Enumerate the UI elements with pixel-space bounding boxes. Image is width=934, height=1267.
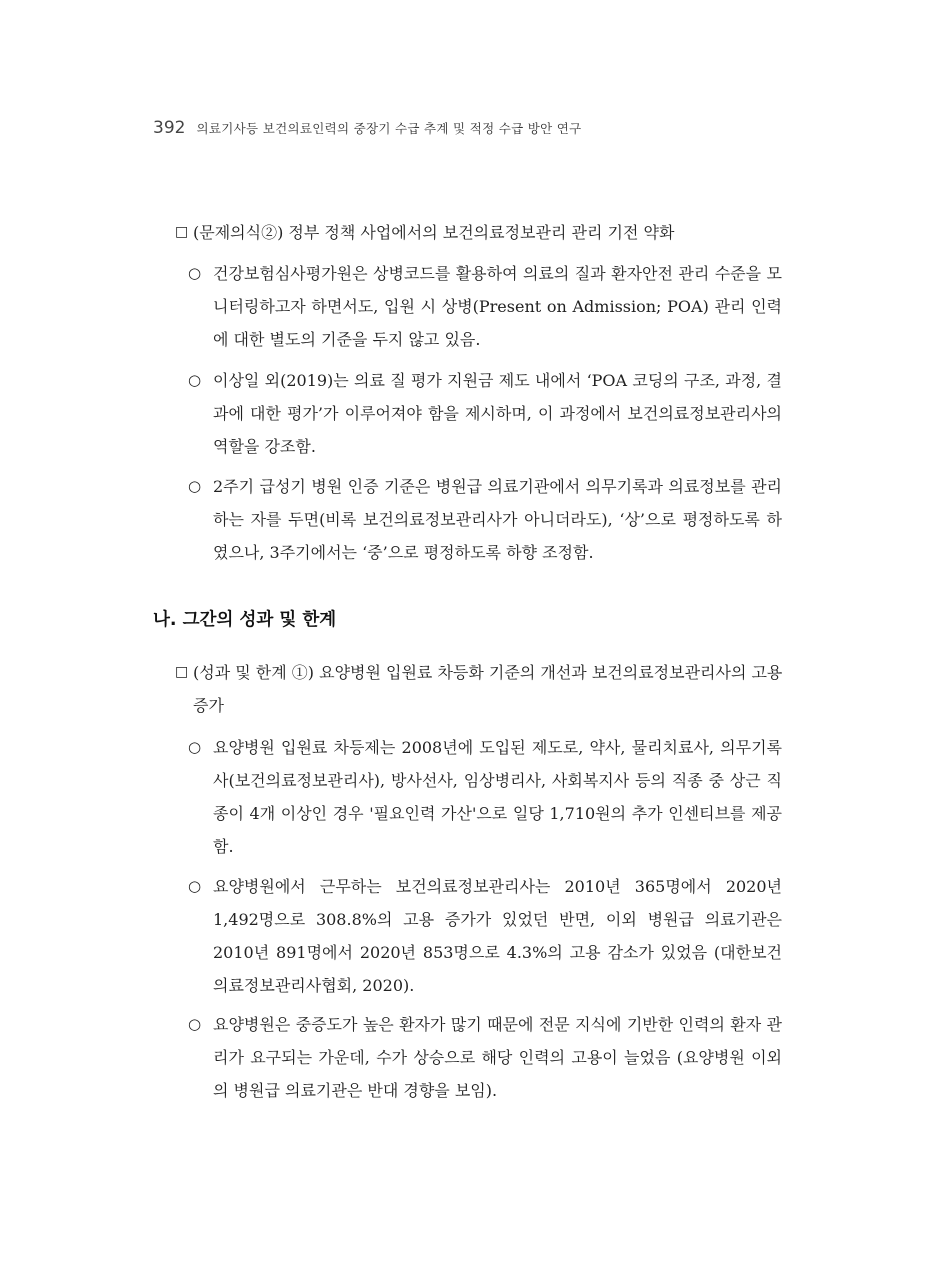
box-item-problem-2 — [175, 216, 785, 249]
running-title: 의료기사등 보건의료인력의 중장기 수급 추계 및 적정 수급 방안 연구 — [196, 121, 582, 136]
page-number: 392 — [153, 118, 186, 138]
square-bullet-icon: □ — [175, 224, 189, 240]
list-item — [188, 1008, 782, 1107]
list-item-text: 건강보험심사평가원은 상병코드를 활용하여 의료의 질과 환자안전 관리 수준을 모니터링하고자 하면서도, 입원 시 상병(Present on Admission; POA) 관리 인력에 대한 별도의 기준을 두지 않고 있음. — [213, 264, 782, 349]
box-item-outcome-1 — [175, 656, 785, 722]
square-bullet-icon: □ — [175, 664, 189, 680]
list-item — [188, 731, 782, 863]
circle-bullet-icon: ○ — [188, 877, 202, 895]
list-item-text: 요양병원에서 근무하는 보건의료정보관리사는 2010년 365명에서 2020년 1,492명으로 308.8%의 고용 증가가 있었던 반면, 이외 병원급 의료기관은 2010년 891명에서 2020년 853명으로 4.3%의 고용 감소가 있었음 (대한보건의료정보관리사협회, 2020). — [213, 877, 782, 995]
circle-bullet-icon: ○ — [188, 264, 202, 282]
list-item-text: 요양병원은 중증도가 높은 환자가 많기 때문에 전문 지식에 기반한 인력의 환자 관리가 요구되는 가운데, 수가 상승으로 해당 인력의 고용이 늘었음 (요양병원 이외의 병원급 의료기관은 반대 경향을 보임). — [213, 1015, 782, 1100]
circle-bullet-icon: ○ — [188, 371, 202, 389]
running-header — [153, 118, 582, 138]
circle-bullet-icon: ○ — [188, 1015, 202, 1033]
list-item — [188, 870, 782, 1002]
section-heading: 나. 그간의 성과 및 한계 — [153, 610, 337, 630]
box-item-text: (문제의식②) 정부 정책 사업에서의 보건의료정보관리 관리 기전 약화 — [193, 223, 675, 242]
list-item — [188, 257, 782, 356]
circle-bullet-icon: ○ — [188, 738, 202, 756]
list-item — [188, 364, 782, 463]
list-item-text: 2주기 급성기 병원 인증 기준은 병원급 의료기관에서 의무기록과 의료정보를 관리하는 자를 두면(비록 보건의료정보관리사가 아니더라도), ‘상’으로 평정하도록 하였으나, 3주기에서는 ‘중’으로 평정하도록 하향 조정함. — [213, 477, 782, 562]
list-item-text: 요양병원 입원료 차등제는 2008년에 도입된 제도로, 약사, 물리치료사, 의무기록사(보건의료정보관리사), 방사선사, 임상병리사, 사회복지사 등의 직종 중 상근 직종이 4개 이상인 경우 '필요인력 가산'으로 일당 1,710원의 추가 인센티브를 제공함. — [213, 738, 782, 856]
box-item-text: (성과 및 한계 ①) 요양병원 입원료 차등화 기준의 개선과 보건의료정보관리사의 고용 증가 — [193, 663, 783, 715]
list-item-text: 이상일 외(2019)는 의료 질 평가 지원금 제도 내에서 ‘POA 코딩의 구조, 과정, 결과에 대한 평가’가 이루어져야 함을 제시하며, 이 과정에서 보건의료정보관리사의 역할을 강조함. — [213, 371, 782, 456]
circle-bullet-icon: ○ — [188, 477, 202, 495]
list-item — [188, 470, 782, 569]
